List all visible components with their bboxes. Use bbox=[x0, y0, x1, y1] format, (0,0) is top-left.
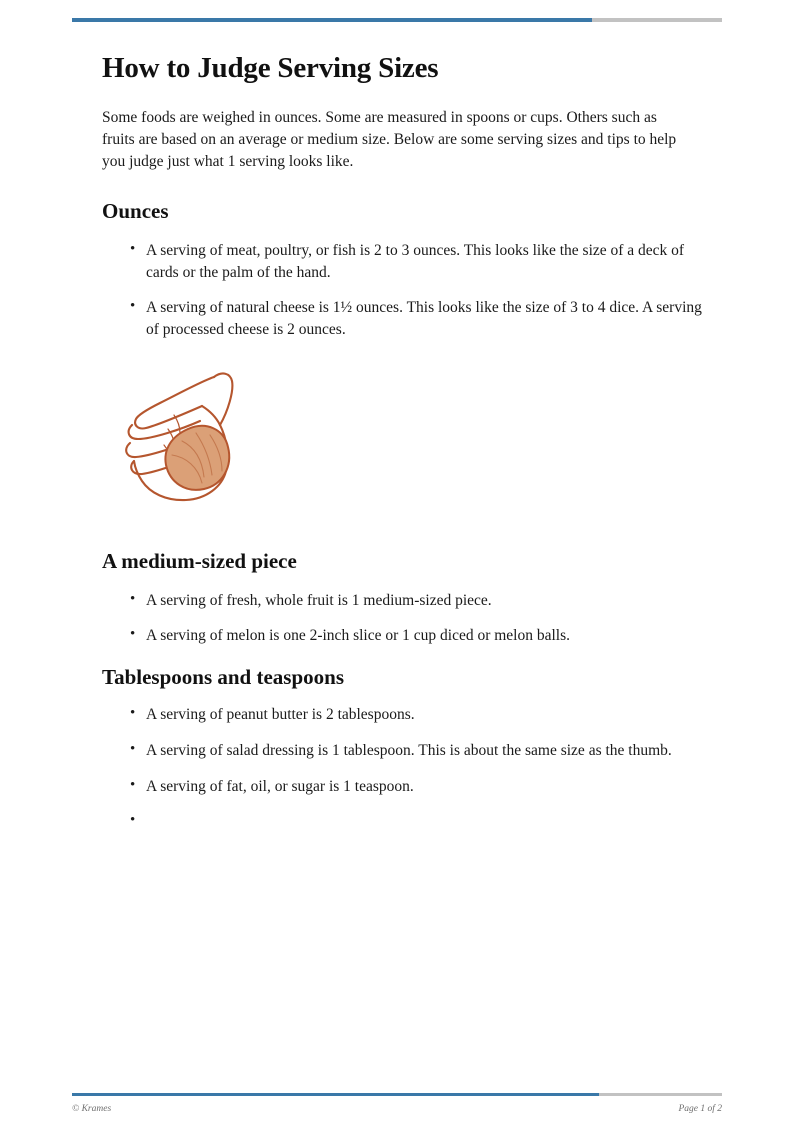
page-footer bbox=[72, 1104, 722, 1114]
header-rule-blue-segment bbox=[72, 18, 592, 22]
open-hand-with-meat-portion-illustration bbox=[102, 359, 342, 519]
list-item: • A serving of natural cheese is 1½ ounces. This looks like the size of 3 to 4 dice. A serving of processed cheese is 2 ounces. bbox=[102, 297, 702, 340]
section-heading-tablespoons-and-teaspoons: Tablespoons and teaspoons bbox=[102, 665, 344, 690]
header-rule bbox=[72, 18, 722, 22]
list-item: • A serving of melon is one 2-inch slice or 1 cup diced or melon balls. bbox=[102, 625, 702, 647]
section-heading-medium-sized-piece: A medium-sized piece bbox=[102, 548, 297, 573]
header-rule-gray-segment bbox=[592, 18, 722, 22]
section-heading-ounces: Ounces bbox=[102, 199, 169, 223]
section-list-ounces bbox=[102, 240, 722, 341]
intro-paragraph: Some foods are weighed in ounces. Some are measured in spoons or cups. Others such as fruits are based on an average or medium size. Below are some serving sizes and tips to help you judge just what 1 serving looks like. bbox=[102, 109, 677, 170]
list-item: • A serving of salad dressing is 1 tablespoon. This is about the same size as the thumb. bbox=[102, 740, 702, 762]
footer-rule-gray-segment bbox=[599, 1093, 723, 1096]
list-item bbox=[102, 811, 702, 829]
section-list-tablespoons-and-teaspoons bbox=[102, 704, 722, 829]
list-item: • A serving of fresh, whole fruit is 1 medium-sized piece. bbox=[102, 590, 702, 612]
list-item: • A serving of peanut butter is 2 tablespoons. bbox=[102, 704, 702, 726]
page-title: How to Judge Serving Sizes bbox=[102, 52, 439, 84]
footer-copyright: © Krames bbox=[72, 1104, 112, 1114]
footer-page-number: Page 1 of 2 bbox=[678, 1104, 722, 1114]
footer-rule bbox=[72, 1093, 722, 1096]
section-list-medium-sized-piece bbox=[102, 590, 722, 647]
list-item: • A serving of meat, poultry, or fish is 2 to 3 ounces. This looks like the size of a deck of cards or the palm of the hand. bbox=[102, 240, 702, 283]
footer-rule-blue-segment bbox=[72, 1093, 599, 1096]
list-item: • A serving of fat, oil, or sugar is 1 teaspoon. bbox=[102, 776, 702, 798]
document-content bbox=[102, 52, 722, 847]
